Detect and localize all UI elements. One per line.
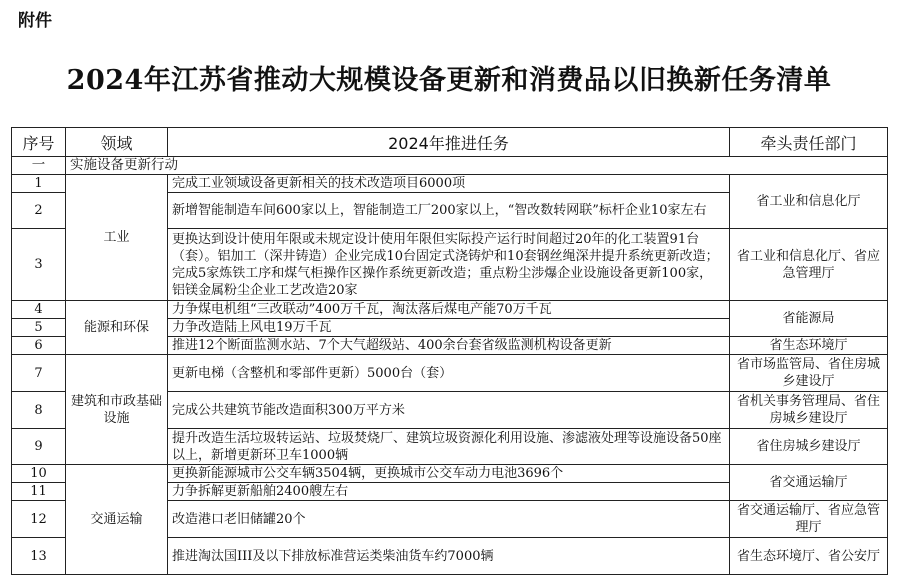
row-dept: 省市场监管局、省住房城乡建设厅 (730, 355, 888, 392)
row-task: 更换新能源城市公交车辆3504辆，更换城市公交车动力电池3696个 (168, 465, 730, 483)
row-no: 10 (12, 465, 66, 483)
row-no: 9 (12, 429, 66, 465)
table-row (12, 175, 888, 193)
row-no: 4 (12, 301, 66, 319)
section-row (12, 157, 888, 175)
header-task: 2024年推进任务 (168, 128, 730, 157)
row-task: 更新电梯（含整机和零部件更新）5000台（套） (168, 355, 730, 392)
page-title: 2024年江苏省推动大规模设备更新和消费品以旧换新任务清单 (66, 65, 832, 96)
row-task: 改造港口老旧储罐20个 (168, 501, 730, 538)
row-no: 2 (12, 193, 66, 229)
row-dept: 省生态环境厅 (730, 337, 888, 355)
row-task: 提升改造生活垃圾转运站、垃圾焚烧厂、建筑垃圾资源化利用设施、渗滤液处理等设施设备50座以上，新增更新环卫车1000辆 (168, 429, 730, 465)
header-no: 序号 (12, 128, 66, 157)
row-no: 1 (12, 175, 66, 193)
row-task: 完成公共建筑节能改造面积300万平方米 (168, 392, 730, 429)
table-row (12, 301, 888, 319)
row-task: 力争改造陆上风电19万千瓦 (168, 319, 730, 337)
row-no: 6 (12, 337, 66, 355)
row-task: 力争煤电机组“三改联动”400万千瓦，淘汰落后煤电产能70万千瓦 (168, 301, 730, 319)
row-no: 8 (12, 392, 66, 429)
row-task: 力争拆解更新船舶2400艘左右 (168, 483, 730, 501)
row-no: 3 (12, 229, 66, 301)
row-dept: 省能源局 (730, 301, 888, 337)
attachment-label: 附件 (18, 11, 52, 31)
row-dept: 省生态环境厅、省公安厅 (730, 538, 888, 575)
row-task: 推进12个断面监测水站、7个大气超级站、400余台套省级监测机构设备更新 (168, 337, 730, 355)
area-construction: 建筑和市政基础设施 (66, 355, 168, 465)
row-dept: 省住房城乡建设厅 (730, 429, 888, 465)
table-row (12, 355, 888, 392)
row-dept: 省交通运输厅、省应急管理厅 (730, 501, 888, 538)
row-no: 13 (12, 538, 66, 575)
task-table (11, 127, 888, 575)
header-dept: 牵头责任部门 (730, 128, 888, 157)
row-no: 5 (12, 319, 66, 337)
section-no: 一 (12, 157, 66, 175)
area-energy: 能源和环保 (66, 301, 168, 355)
row-dept: 省机关事务管理局、省住房城乡建设厅 (730, 392, 888, 429)
row-task: 更换达到设计使用年限或未规定设计使用年限但实际投产运行时间超过20年的化工装置91台（套）。铝加工（深井铸造）企业完成10台固定式浇铸炉和10套钢丝绳深井提升系统更新改造；完成5家炼铁工序和煤气柜操作区操作系统更新改造；重点粉尘涉爆企业设施设备更新100家，铝镁金属粉尘企业工艺改造20家 (168, 229, 730, 301)
row-dept: 省交通运输厅 (730, 465, 888, 501)
row-no: 12 (12, 501, 66, 538)
row-task: 推进淘汰国III及以下排放标准营运类柴油货车约7000辆 (168, 538, 730, 575)
header-area: 领域 (66, 128, 168, 157)
table-header-row (12, 128, 888, 157)
area-transport: 交通运输 (66, 465, 168, 575)
row-dept: 省工业和信息化厅、省应急管理厅 (730, 229, 888, 301)
row-no: 11 (12, 483, 66, 501)
row-task: 新增智能制造车间600家以上，智能制造工厂200家以上，“智改数转网联”标杆企业10家左右 (168, 193, 730, 229)
row-task: 完成工业领域设备更新相关的技术改造项目6000项 (168, 175, 730, 193)
section-name: 实施设备更新行动 (66, 157, 888, 175)
table-row (12, 465, 888, 483)
area-industry: 工业 (66, 175, 168, 301)
row-no: 7 (12, 355, 66, 392)
row-dept: 省工业和信息化厅 (730, 175, 888, 229)
